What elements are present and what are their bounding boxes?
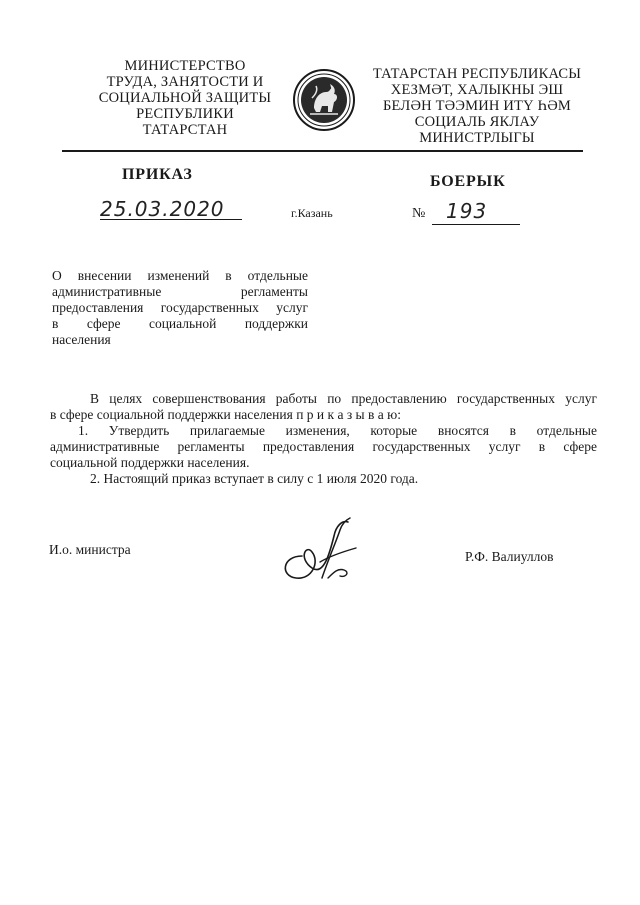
ministry-name-tt-line: ТАТАРСТАН РЕСПУБЛИКАСЫ — [372, 66, 582, 82]
order-city: г.Казань — [291, 206, 333, 220]
ministry-name-ru — [80, 58, 290, 138]
ministry-name-ru-line: РЕСПУБЛИКИ — [136, 106, 234, 122]
order-title-tt: БОЕРЫК — [430, 173, 506, 190]
subject-line: административные регламенты — [52, 284, 308, 299]
order-subject — [52, 268, 308, 348]
ministry-name-ru-line: ТАТАРСТАН — [142, 122, 228, 138]
body-line: В целях совершенствования работы по предоставлению государственных услуг — [90, 391, 597, 406]
signatory-name: Р.Ф. Валиуллов — [465, 549, 554, 564]
body-line: административные регламенты предоставления государственных услуг в сфере — [50, 439, 597, 454]
number-underline — [432, 224, 520, 225]
ministry-name-ru-line: МИНИСТЕРСТВО — [124, 58, 246, 74]
ministry-name-tt-line: ХЕЗМӘТ, ХАЛЫКНЫ ЭШ — [390, 82, 564, 98]
ministry-name-ru-line: ТРУДА, ЗАНЯТОСТИ И — [106, 74, 264, 90]
coat-of-arms-icon — [292, 68, 356, 132]
subject-line: предоставления государственных услуг — [52, 300, 308, 315]
body-line: в сфере социальной поддержки населения п р и к а з ы в а ю: — [50, 407, 401, 422]
handwritten-signature — [272, 512, 372, 584]
ministry-name-tt-line: СОЦИАЛЬ ЯКЛАУ — [414, 114, 540, 130]
date-underline — [100, 219, 242, 220]
header-divider — [62, 150, 583, 152]
order-body — [50, 391, 597, 487]
order-date: 25.03.2020 — [100, 197, 225, 221]
subject-line: населения — [52, 332, 111, 347]
body-line: 1. Утвердить прилагаемые изменения, которые вносятся в отдельные — [78, 423, 597, 438]
ministry-name-ru-line: СОЦИАЛЬНОЙ ЗАЩИТЫ — [98, 90, 272, 106]
order-title-ru: ПРИКАЗ — [122, 166, 193, 183]
subject-line: в сфере социальной поддержки — [52, 316, 308, 331]
subject-line: О внесении изменений в отдельные — [52, 268, 308, 283]
signatory-position: И.о. министра — [49, 542, 131, 557]
ministry-name-tt-line: МИНИСТРЛЫГЫ — [419, 130, 535, 146]
ministry-name-tt — [362, 66, 592, 146]
order-number: 193 — [446, 199, 488, 223]
number-sign: № — [412, 206, 426, 221]
ministry-name-tt-line: БЕЛӘН ТӘЭМИН ИТҮ ҺӘМ — [383, 98, 571, 114]
body-line: социальной поддержки населения. — [50, 455, 250, 470]
body-line: 2. Настоящий приказ вступает в силу с 1 июля 2020 года. — [90, 471, 419, 486]
